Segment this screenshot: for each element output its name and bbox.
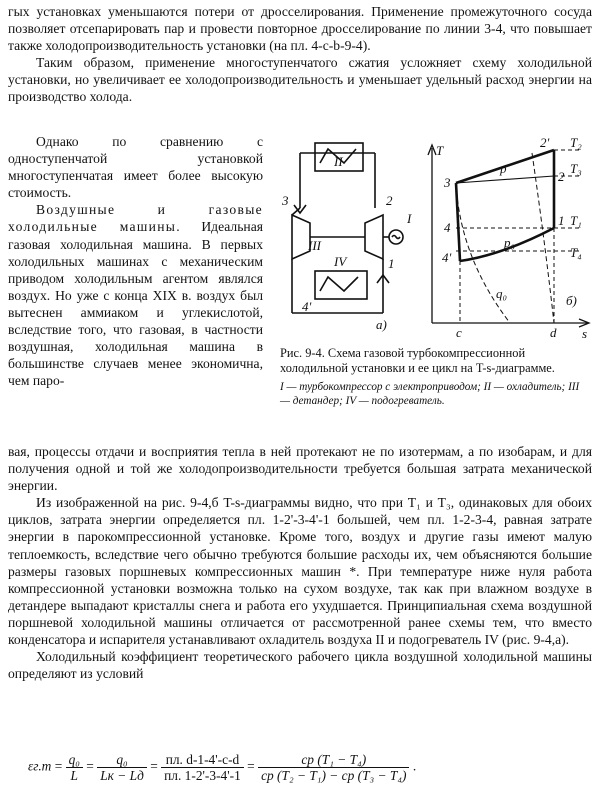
point-d: d: [550, 325, 557, 340]
paragraph-gas-machines-body: Идеальная газовая холодильная машина. В первых холодильных машинах с механическим приводом холодильным агентом являлся воздух. Но уже с конца XIX в. воздух был вытеснен аммиаком и углекислотой, вследствие того, что газовая, в частности воздушная, холодильная машина в большинстве случаев менее экономична, чем паро-: [8, 219, 263, 389]
caption-legend: I — турбокомпрессор с электроприводом; II — охладитель; III — детандер; IV — подогреватель.: [280, 381, 580, 407]
process-p: p: [500, 161, 507, 176]
fraction-4: $\frac{\text{cp (T₁ − T₄)}}{\text{cp (T₂ − T₁) − cp (T₃ − T₄)}}$: [258, 752, 409, 783]
axis-T-label: T: [436, 143, 444, 158]
paragraph-cost: Однако по сравнению с одноступенчатой установкой многоступенчатая имеет более высокую стоимость.: [8, 134, 263, 201]
label-I: I: [407, 211, 412, 226]
paragraph-multistage: Таким образом, применение многоступенчатого сжатия усложняет схему холодильной установки, но увеличивает ее холодопроизводительность и уменьшает удельный расход энергии на производство холода.: [8, 55, 592, 105]
caption-title: Рис. 9-4. Схема газовой турбокомпрессионной холодильной установки и ее цикл на T-s-диаграмме.: [280, 346, 555, 375]
point-2: 2: [558, 169, 565, 184]
left-column-text: [8, 133, 263, 389]
label-2: 2: [386, 193, 393, 208]
temp-T3: T₃: [570, 161, 582, 176]
point-3: 3: [444, 175, 451, 190]
label-3: 3: [282, 193, 289, 208]
point-c: c: [456, 325, 462, 340]
installation-scheme: [292, 143, 403, 313]
point-4p: 4': [442, 250, 452, 265]
formula-lhs: εг.т: [28, 758, 52, 774]
figure-caption: [280, 346, 590, 408]
fraction-2: $\frac{\text{q₀}}{Lк - Lд}$: [97, 752, 147, 783]
refrigeration-coefficient-formula: εг.т = $\frac{\text{q₀}}{L}$ = $\frac{\text{q₀}}{Lк - Lд}$ = $\frac{пл. d-1-4'-c-d}{пл. 1-2'-3-4'-1}$ = $\frac{\text{cp (T₁ − T₄)}}{\text{cp (T₂ − T₁) − cp (T₃ − T₄)}}$ .: [28, 752, 417, 783]
label-II: II: [334, 154, 343, 169]
paragraph-ts-analysis: Из изображенной на рис. 9-4,б T-s-диаграммы видно, что при T₁ и T₃, одинаковых для обоих циклов, затрата энергии определяется пл. 1-2'-3-4'-1 большей, чем пл. 1-2-3-4, равная затрате энергии в парокомпрессионной установке. Кроме того, воздух и другие газы имеют малую теплоемкость, вследствие чего обычно требуются большие расходы их, чем объясняются большие размеры газовых поршневых компрессионных машин *. При температуре ниже нуля работа компрессионной установки возможна только на сухом воздухе, так как при влажном воздухе в детандере выпадают кристаллы снега и работа его ухудшается. Принципиальная схема воздушной поршневой холодильной машины отличается от рассмотренной ранее схемы тем, что вместо конденсатора и испарителя устанавливают охладитель воздуха II и подогреватель IV (рис. 9-4,а).: [8, 495, 592, 648]
top-text: [8, 3, 592, 106]
label-4p: 4': [302, 299, 312, 314]
paragraph-coefficient: Холодильный коэффициент теоретического рабочего цикла воздушной холодильной машины определяют из условий: [8, 649, 592, 682]
heat-q0: q₀: [496, 286, 508, 301]
label-a: а): [376, 317, 387, 332]
fraction-1: $\frac{\text{q₀}}{L}$: [66, 752, 83, 783]
temp-T2: T₂: [570, 135, 582, 150]
scheme-and-ts-diagram: [270, 133, 595, 348]
bottom-text: [8, 443, 592, 682]
point-4: 4: [444, 220, 451, 235]
temp-T4: T₄: [570, 245, 582, 260]
section-heading: Воздушные и газовые холодильные машины.: [8, 202, 263, 235]
temp-T1: T₁: [570, 213, 582, 228]
paragraph-throttling: гых установках уменьшаются потери от дросселирования. Применение промежуточного сосуда позволяет отсепарировать пар и провести повторное дросселирование по линии 3-4, что повышает также холодопроизводительность установки (на пл. 4-c-b-9-4).: [8, 4, 592, 54]
paragraph-gas-machines: [8, 201, 263, 389]
process-p0: p₀: [504, 235, 516, 250]
label-b: б): [566, 293, 577, 308]
paragraph-continuation: вая, процессы отдачи и восприятия тепла в ней протекают не по изотермам, а по изобарам, и для получения одной и той же холодопроизводительности требуется большая затрата механической энергии.: [8, 444, 592, 494]
label-III: III: [308, 238, 321, 253]
point-1: 1: [558, 213, 565, 228]
label-IV: IV: [334, 254, 347, 269]
fraction-3: $\frac{пл. d-1-4'-c-d}{пл. 1-2'-3-4'-1}$: [161, 752, 244, 783]
label-1: 1: [388, 256, 395, 271]
axis-s-label: s: [582, 326, 588, 341]
point-2p: 2': [540, 135, 550, 150]
